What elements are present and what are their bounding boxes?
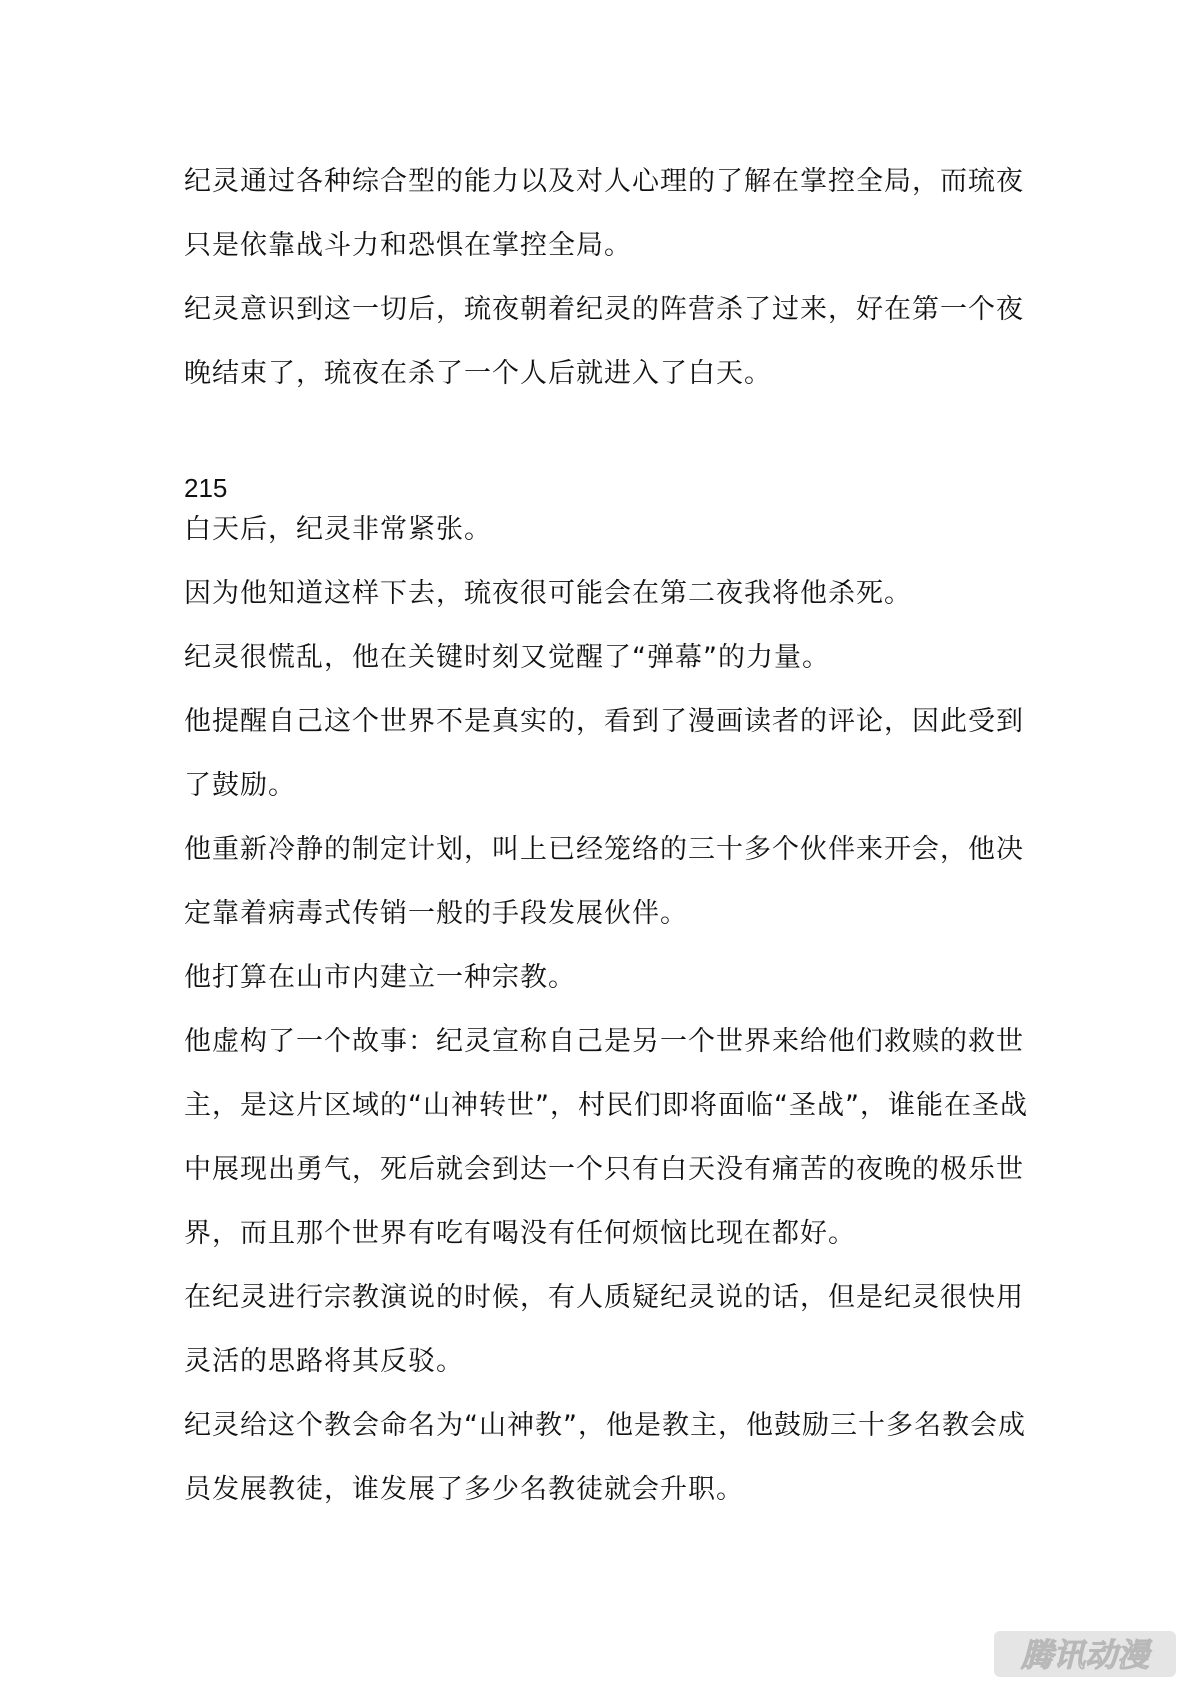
paragraph: 白天后，纪灵非常紧张。 — [184, 514, 492, 545]
paragraph: 纪灵很慌乱，他在关键时刻又觉醒了“弹幕”的力量。 — [184, 642, 830, 673]
watermark-text: 腾讯动漫 — [1020, 1636, 1150, 1674]
paragraph: 他重新冷静的制定计划，叫上已经笼络的三十多个伙伴来开会，他决定靠着病毒式传销一般的手段发展伙伴。 — [184, 834, 1024, 929]
paragraph: 纪灵通过各种综合型的能力以及对人心理的了解在掌控全局，而琉夜只是依靠战斗力和恐惧在掌控全局。 — [184, 166, 1024, 261]
tencent-comics-watermark-logo — [990, 1625, 1180, 1683]
paragraph: 他虚构了一个故事：纪灵宣称自己是另一个世界来给他们救赎的救世主，是这片区域的“山神转世”，村民们即将面临“圣战”，谁能在圣战中展现出勇气，死后就会到达一个只有白天没有痛苦的夜晚的极乐世界，而且那个世界有吃有喝没有任何烦恼比现在都好。 — [184, 1026, 1028, 1249]
chapter-number: 215 — [184, 473, 228, 503]
paragraph: 纪灵给这个教会命名为“山神教”，他是教主，他鼓励三十多名教会成员发展教徒，谁发展了多少名教徒就会升职。 — [184, 1410, 1026, 1505]
paragraph: 他打算在山市内建立一种宗教。 — [184, 962, 576, 993]
paragraph: 在纪灵进行宗教演说的时候，有人质疑纪灵说的话，但是纪灵很快用灵活的思路将其反驳。 — [184, 1282, 1024, 1377]
paragraph: 纪灵意识到这一切后，琉夜朝着纪灵的阵营杀了过来，好在第一个夜晚结束了，琉夜在杀了一个人后就进入了白天。 — [184, 294, 1024, 389]
paragraph: 因为他知道这样下去，琉夜很可能会在第二夜我将他杀死。 — [184, 578, 912, 609]
paragraph: 他提醒自己这个世界不是真实的，看到了漫画读者的评论，因此受到了鼓励。 — [184, 706, 1024, 801]
